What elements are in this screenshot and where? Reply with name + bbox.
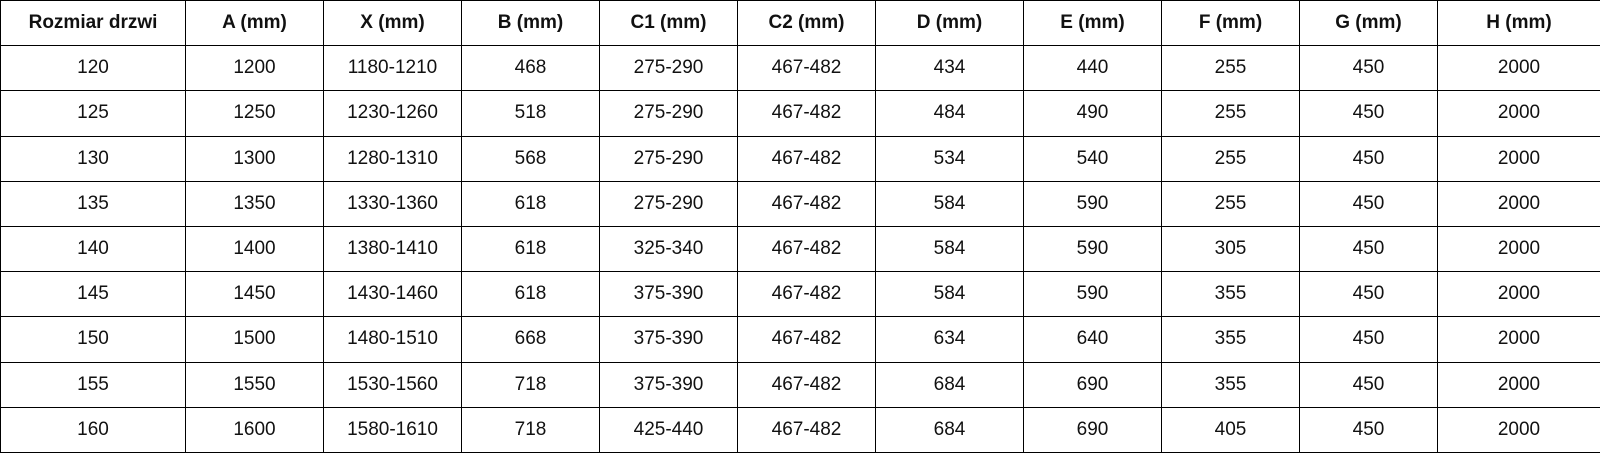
cell-e: 440	[1024, 46, 1162, 91]
cell-size: 145	[1, 272, 186, 317]
cell-c1: 275-290	[600, 181, 738, 226]
cell-size: 135	[1, 181, 186, 226]
cell-x: 1430-1460	[324, 272, 462, 317]
cell-a: 1400	[186, 227, 324, 272]
cell-e: 490	[1024, 91, 1162, 136]
cell-c1: 275-290	[600, 136, 738, 181]
cell-size: 125	[1, 91, 186, 136]
table-header	[1, 1, 1600, 46]
cell-c1: 275-290	[600, 91, 738, 136]
cell-c1: 375-390	[600, 317, 738, 362]
cell-b: 618	[462, 181, 600, 226]
cell-c2: 467-482	[738, 46, 876, 91]
cell-c1: 375-390	[600, 272, 738, 317]
cell-c2: 467-482	[738, 181, 876, 226]
cell-b: 668	[462, 317, 600, 362]
column-header-h: H (mm)	[1438, 1, 1600, 46]
cell-e: 640	[1024, 317, 1162, 362]
cell-size: 140	[1, 227, 186, 272]
cell-c1: 375-390	[600, 362, 738, 407]
cell-g: 450	[1300, 407, 1438, 452]
cell-h: 2000	[1438, 317, 1600, 362]
cell-g: 450	[1300, 272, 1438, 317]
cell-h: 2000	[1438, 46, 1600, 91]
cell-a: 1500	[186, 317, 324, 362]
cell-c2: 467-482	[738, 136, 876, 181]
cell-c1: 425-440	[600, 407, 738, 452]
cell-a: 1250	[186, 91, 324, 136]
cell-x: 1230-1260	[324, 91, 462, 136]
table-row	[1, 407, 1600, 452]
cell-c2: 467-482	[738, 362, 876, 407]
cell-c2: 467-482	[738, 272, 876, 317]
table-body	[1, 46, 1600, 453]
column-header-rozmiar-drzwi: Rozmiar drzwi	[1, 1, 186, 46]
cell-size: 130	[1, 136, 186, 181]
cell-b: 568	[462, 136, 600, 181]
cell-b: 518	[462, 91, 600, 136]
cell-e: 590	[1024, 181, 1162, 226]
cell-d: 584	[876, 181, 1024, 226]
cell-d: 584	[876, 272, 1024, 317]
cell-g: 450	[1300, 136, 1438, 181]
cell-h: 2000	[1438, 227, 1600, 272]
cell-g: 450	[1300, 227, 1438, 272]
table-row	[1, 46, 1600, 91]
table-row	[1, 317, 1600, 362]
cell-x: 1280-1310	[324, 136, 462, 181]
cell-a: 1300	[186, 136, 324, 181]
cell-f: 255	[1162, 181, 1300, 226]
cell-size: 150	[1, 317, 186, 362]
cell-h: 2000	[1438, 272, 1600, 317]
cell-f: 355	[1162, 317, 1300, 362]
cell-f: 255	[1162, 46, 1300, 91]
cell-c1: 275-290	[600, 46, 738, 91]
cell-a: 1600	[186, 407, 324, 452]
cell-b: 468	[462, 46, 600, 91]
table-row	[1, 227, 1600, 272]
cell-size: 155	[1, 362, 186, 407]
cell-e: 590	[1024, 272, 1162, 317]
cell-f: 255	[1162, 91, 1300, 136]
column-header-f: F (mm)	[1162, 1, 1300, 46]
cell-h: 2000	[1438, 362, 1600, 407]
cell-c2: 467-482	[738, 407, 876, 452]
cell-a: 1550	[186, 362, 324, 407]
cell-c2: 467-482	[738, 317, 876, 362]
column-header-c2: C2 (mm)	[738, 1, 876, 46]
cell-c2: 467-482	[738, 227, 876, 272]
cell-g: 450	[1300, 181, 1438, 226]
cell-c2: 467-482	[738, 91, 876, 136]
cell-size: 120	[1, 46, 186, 91]
cell-h: 2000	[1438, 91, 1600, 136]
cell-d: 684	[876, 362, 1024, 407]
cell-f: 355	[1162, 362, 1300, 407]
cell-h: 2000	[1438, 407, 1600, 452]
cell-a: 1200	[186, 46, 324, 91]
cell-x: 1180-1210	[324, 46, 462, 91]
cell-h: 2000	[1438, 181, 1600, 226]
cell-b: 718	[462, 362, 600, 407]
cell-x: 1580-1610	[324, 407, 462, 452]
cell-f: 305	[1162, 227, 1300, 272]
cell-f: 405	[1162, 407, 1300, 452]
cell-d: 634	[876, 317, 1024, 362]
cell-b: 618	[462, 227, 600, 272]
column-header-a: A (mm)	[186, 1, 324, 46]
table-row	[1, 272, 1600, 317]
table-header-row	[1, 1, 1600, 46]
table-row	[1, 136, 1600, 181]
cell-e: 540	[1024, 136, 1162, 181]
cell-f: 355	[1162, 272, 1300, 317]
cell-size: 160	[1, 407, 186, 452]
column-header-e: E (mm)	[1024, 1, 1162, 46]
column-header-g: G (mm)	[1300, 1, 1438, 46]
cell-e: 690	[1024, 362, 1162, 407]
cell-g: 450	[1300, 362, 1438, 407]
column-header-d: D (mm)	[876, 1, 1024, 46]
cell-b: 618	[462, 272, 600, 317]
cell-d: 534	[876, 136, 1024, 181]
cell-f: 255	[1162, 136, 1300, 181]
table-row	[1, 362, 1600, 407]
cell-x: 1480-1510	[324, 317, 462, 362]
cell-d: 434	[876, 46, 1024, 91]
cell-e: 590	[1024, 227, 1162, 272]
cell-x: 1380-1410	[324, 227, 462, 272]
cell-b: 718	[462, 407, 600, 452]
cell-d: 484	[876, 91, 1024, 136]
cell-g: 450	[1300, 317, 1438, 362]
column-header-c1: C1 (mm)	[600, 1, 738, 46]
cell-g: 450	[1300, 91, 1438, 136]
cell-x: 1330-1360	[324, 181, 462, 226]
table-row	[1, 91, 1600, 136]
cell-a: 1350	[186, 181, 324, 226]
cell-d: 584	[876, 227, 1024, 272]
cell-e: 690	[1024, 407, 1162, 452]
cell-a: 1450	[186, 272, 324, 317]
cell-g: 450	[1300, 46, 1438, 91]
cell-x: 1530-1560	[324, 362, 462, 407]
column-header-b: B (mm)	[462, 1, 600, 46]
cell-c1: 325-340	[600, 227, 738, 272]
cell-h: 2000	[1438, 136, 1600, 181]
table-row	[1, 181, 1600, 226]
cell-d: 684	[876, 407, 1024, 452]
column-header-x: X (mm)	[324, 1, 462, 46]
